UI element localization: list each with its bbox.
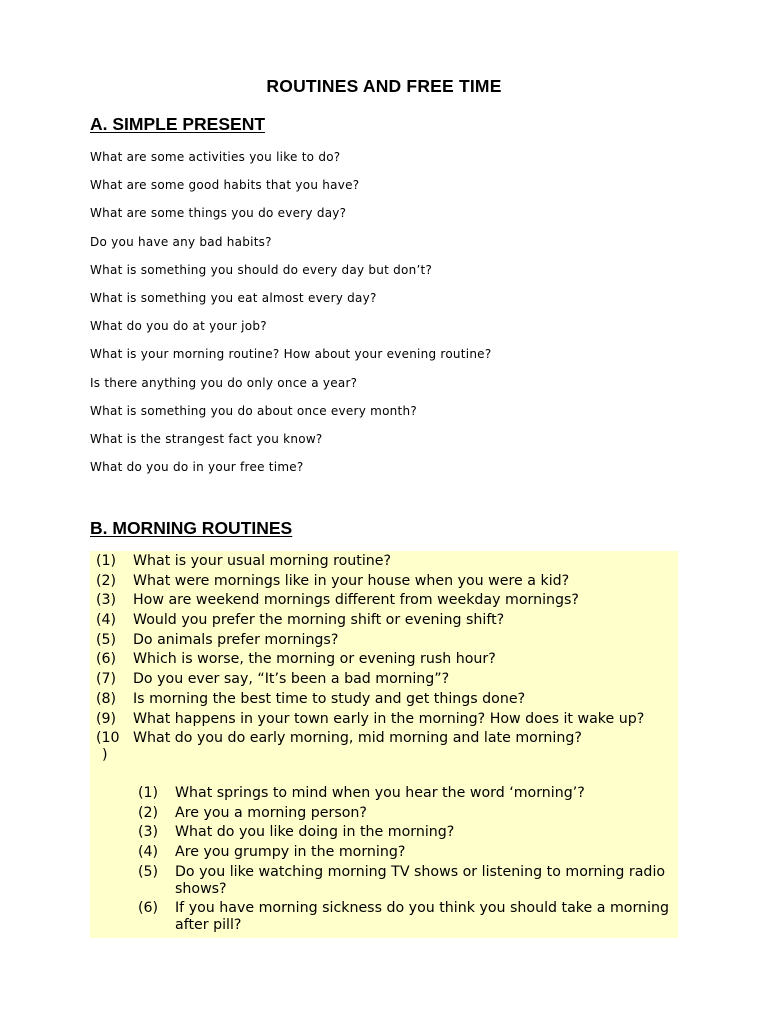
item-number: (4) <box>96 612 117 629</box>
item-number: (5) <box>96 631 117 648</box>
question-item: What are some things you do every day? <box>90 206 347 221</box>
numbered-item <box>96 632 678 649</box>
question-item: What is something you should do every day but don’t? <box>90 262 433 277</box>
item-number: (2) <box>96 572 117 589</box>
numbered-item <box>96 612 678 629</box>
question-item: What do you do at your job? <box>90 319 267 334</box>
item-number: (6) <box>138 900 159 917</box>
item-number-close: ) <box>102 746 108 763</box>
item-text: What happens in your town early in the morning? How does it wake up? <box>133 710 645 727</box>
item-number: (2) <box>138 804 159 821</box>
sub-numbered-item <box>138 900 675 934</box>
question-item: What is something you eat almost every day? <box>90 290 377 305</box>
sub-numbered-item <box>138 844 675 861</box>
section-b-heading: B. MORNING ROUTINES <box>90 518 293 538</box>
item-number: (1) <box>96 553 117 569</box>
item-text: Do you like watching morning TV shows or listening to morning radio shows? <box>175 863 666 897</box>
item-number: (3) <box>96 592 117 609</box>
document-title: ROUTINES AND FREE TIME <box>266 76 502 96</box>
question-item: What is the strangest fact you know? <box>90 431 323 446</box>
question-item: What do you do in your free time? <box>90 460 304 475</box>
numbered-item <box>96 553 678 570</box>
numbered-item <box>96 711 678 728</box>
item-number: (4) <box>138 844 159 861</box>
numbered-item <box>96 691 678 708</box>
simple-present-question-list <box>90 150 491 488</box>
question-item: What is something you do about once every month? <box>90 403 417 418</box>
item-text: Which is worse, the morning or evening rush hour? <box>133 651 496 668</box>
section-a-heading: A. SIMPLE PRESENT <box>90 114 266 134</box>
item-text: Do you ever say, “It’s been a bad morning”? <box>133 671 450 688</box>
numbered-item <box>96 651 678 668</box>
item-text: Would you prefer the morning shift or evening shift? <box>133 612 505 629</box>
item-number: (9) <box>96 710 117 727</box>
item-number: (6) <box>96 651 117 668</box>
question-item: Is there anything you do only once a year? <box>90 375 358 390</box>
question-item: What are some good habits that you have? <box>90 178 360 193</box>
morning-routines-list <box>96 553 678 766</box>
item-number: (8) <box>96 690 117 707</box>
item-text: Are you grumpy in the morning? <box>175 844 406 861</box>
sub-numbered-item <box>138 785 675 802</box>
item-text: What were mornings like in your house when you were a kid? <box>133 572 570 589</box>
item-number: (3) <box>138 824 159 841</box>
numbered-item <box>96 573 678 590</box>
item-number: (5) <box>138 863 159 880</box>
item-text: How are weekend mornings different from weekday mornings? <box>133 592 579 609</box>
item-number: (1) <box>138 785 159 801</box>
item-number: (7) <box>96 671 117 688</box>
item-number-open: (10 <box>96 729 120 746</box>
numbered-item <box>96 730 678 764</box>
sub-numbered-item <box>138 824 675 841</box>
sub-numbered-item <box>138 805 675 822</box>
item-text: If you have morning sickness do you think you should take a morning after pill? <box>175 900 669 934</box>
item-text: Are you a morning person? <box>175 804 367 821</box>
sub-numbered-item <box>138 864 675 898</box>
question-item: What are some activities you like to do? <box>90 150 341 164</box>
item-text: What is your usual morning routine? <box>133 553 392 569</box>
numbered-item <box>96 592 678 609</box>
item-text: Is morning the best time to study and get things done? <box>133 690 526 707</box>
question-item: What is your morning routine? How about your evening routine? <box>90 347 492 362</box>
item-number <box>96 730 133 764</box>
item-text: What springs to mind when you hear the word ‘morning’? <box>175 785 585 801</box>
item-text: Do animals prefer mornings? <box>133 631 339 648</box>
morning-routines-sublist <box>138 785 675 937</box>
question-item: Do you have any bad habits? <box>90 234 272 249</box>
item-text: What do you like doing in the morning? <box>175 824 455 841</box>
numbered-item <box>96 671 678 688</box>
item-text: What do you do early morning, mid morning and late morning? <box>133 729 582 746</box>
